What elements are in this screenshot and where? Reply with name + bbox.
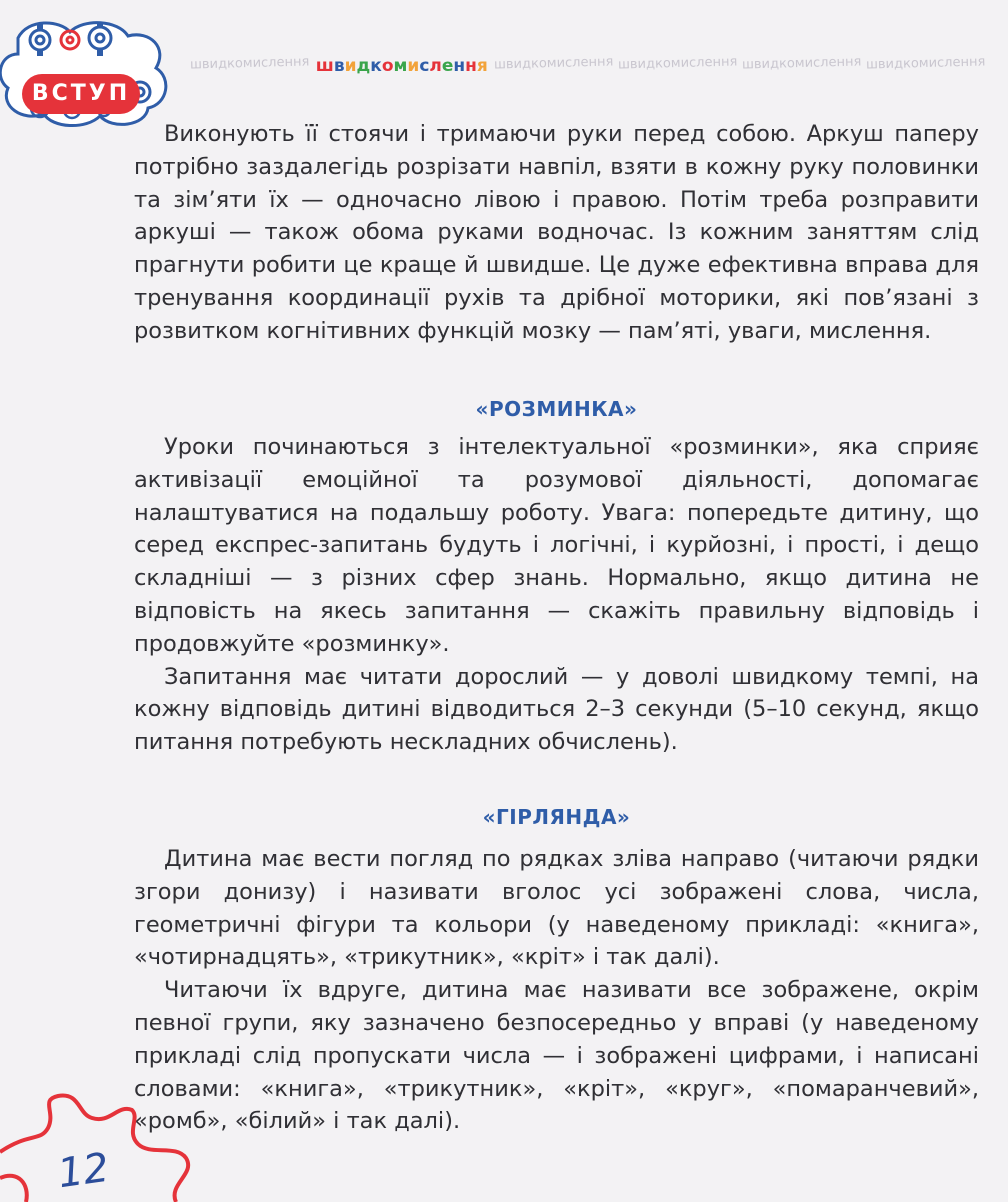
section-title-warmup: «РОЗМИНКА» (475, 397, 638, 421)
brand-letter: е (441, 56, 454, 76)
running-title-faint: швидкомислення (190, 54, 310, 73)
brand-letter: с (419, 56, 430, 76)
garland-paragraph: Дитина має вести погляд по рядках зліва направо (читаючи рядки згори донизу) і називати вголос усі зображені слова, числа, геометричні фігури та кольори (у наведеному прикладі: «книга», «чотирнадцять», «трикутник», «кріт» і так далі). (134, 846, 979, 971)
running-title-faint: швидкомислення (617, 54, 738, 73)
brand-letter: и (407, 56, 420, 76)
warmup-paragraph: Запитання має читати дорослий — у доволі швидкому темпі, на кожну відповідь дитині відводиться 2–3 секунди (5–10 секунд, якщо питання потребують нескладних обчислень). (134, 663, 979, 756)
intro-text (134, 118, 979, 348)
brand-letter: л (429, 56, 442, 76)
section-badge (0, 18, 175, 128)
brand-letter: и (344, 56, 357, 76)
brand-letter: ш (315, 56, 334, 76)
running-title-faint: швидкомислення (741, 54, 862, 73)
brand-letter: м (393, 56, 408, 76)
warmup-paragraph: Уроки починаються з інтелектуальної «розминки», яка сприяє активізації емоційної та розумової діяльності, допомагає налаштуватися на подальшу роботу. Увага: попередьте дитину, що серед експрес-запитань будуть і логічні, і курйозні, і прості, і дещо складніші — з різних сфер знань. Нормально, якщо дитина не відповість на якесь запитання — скажіть правильну відповідь і продовжуйте «розминку». (134, 434, 979, 657)
brand-title (316, 56, 488, 76)
brand-letter: к (370, 56, 382, 76)
garland-text (134, 843, 979, 1138)
brand-letter: н (465, 56, 477, 76)
intro-paragraph: Виконують її стоячи і тримаючи руки перед собою. Аркуш паперу потрібно заздалегідь розрізати навпіл, взяти в кожну руку половинки та зім’яти їх — одночасно лівою і правою. Потім треба розправити аркуші — також обома руками водночас. Із кожним заняттям слід прагнути робити це краще й швидше. Це дуже ефективна вправа для тренування координації рухів та дрібної моторики, які пов’язані з розвитком когнітивних функцій мозку — пам’яті, уваги, мислення. (134, 121, 979, 344)
brand-letter: я (476, 56, 488, 76)
section-badge-label: ВСТУП (22, 74, 140, 114)
section-title-garland: «ГІРЛЯНДА» (482, 805, 631, 829)
running-title (190, 52, 1008, 92)
brand-letter: н (453, 56, 466, 76)
brand-letter: д (356, 56, 371, 76)
page-number: 12 (55, 1144, 112, 1198)
brand-letter: о (381, 56, 394, 76)
brand-letter: в (333, 56, 345, 76)
garland-paragraph: Читаючи їх вдруге, дитина має називати все зображене, окрім певної групи, яку зазначено безпосередньо у вправі (у наведеному прикладі слід пропускати числа — і зображені цифрами, і написані словами: «книга», «трикутник», «кріт», «круг», «помаранчевий», «ромб», «білий» і так далі). (134, 977, 979, 1135)
running-title-faint: швидкомислення (494, 54, 614, 73)
running-title-faint: швидкомислення (865, 54, 986, 73)
warmup-text (134, 431, 979, 759)
